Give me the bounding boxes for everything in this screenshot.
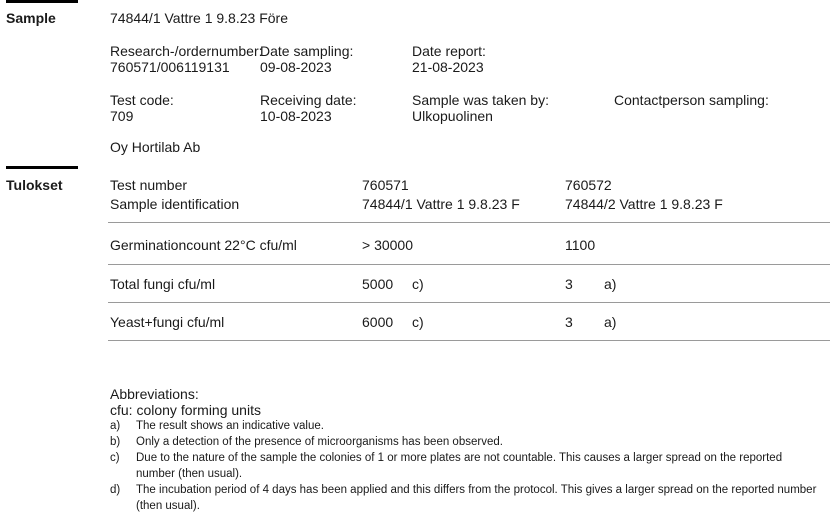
test-number-col2: 760572 [565,177,612,193]
result-name: Germinationcount 22°C cfu/ml [110,237,297,253]
result-name: Yeast+fungi cfu/ml [110,314,225,330]
result-name: Total fungi cfu/ml [110,276,216,292]
date-sampling-value: 09-08-2023 [260,59,332,75]
date-report-value: 21-08-2023 [412,59,484,75]
result-value-col2: 3 [565,314,573,330]
footnote-text: The incubation period of 4 days has been applied and this differs from the protocol. This gives a larger spread on the reported number (then usual). [136,484,817,512]
test-code-value: 709 [110,108,134,124]
footnote-key: a) [110,420,121,432]
row-divider [108,264,830,265]
result-value-col1: 5000 [362,276,394,292]
footnote-key: d) [110,484,121,496]
sample-section-divider [6,0,78,3]
footnote-text: Only a detection of the presence of microorganisms has been observed. [136,436,503,448]
contact-person-label: Contactperson sampling: [614,92,769,108]
result-value-col1: > 30000 [362,237,413,253]
lab-name: Oy Hortilab Ab [110,139,201,155]
receiving-date-label: Receiving date: [260,92,357,108]
results-section-divider [6,166,78,169]
footnote-key: c) [110,452,120,464]
sample-identification-label: Sample identification [110,196,240,212]
results-section-label: Tulokset [6,177,63,193]
sample-id-col1: 74844/1 Vattre 1 9.8.23 F [362,196,520,212]
sample-taken-by-value: Ulkopuolinen [412,108,493,124]
result-value-col2: 3 [565,276,573,292]
footnote-key: b) [110,436,121,448]
cfu-definition: cfu: colony forming units [110,402,261,418]
results-header-divider [108,222,830,223]
research-order-label: Research-/ordernumber: [110,43,263,59]
test-code-label: Test code: [110,92,174,108]
result-note-col2: a) [604,314,617,330]
sample-taken-by-label: Sample was taken by: [412,92,549,108]
sample-section-label: Sample [6,10,56,26]
abbreviations-title: Abbreviations: [110,386,199,402]
date-report-label: Date report: [412,43,486,59]
result-value-col2: 1100 [565,237,596,253]
sample-id-col2: 74844/2 Vattre 1 9.8.23 F [565,196,723,212]
result-value-col1: 6000 [362,314,394,330]
test-number-col1: 760571 [362,177,409,193]
test-number-label: Test number [110,177,188,193]
receiving-date-value: 10-08-2023 [260,108,332,124]
date-sampling-label: Date sampling: [260,43,354,59]
footnote-text: Due to the nature of the sample the colonies of 1 or more plates are not countable. This causes a larger spread on the reported number (then usual). [136,452,783,480]
result-note-col2: a) [604,276,617,292]
footnote-text: The result shows an indicative value. [136,420,324,432]
result-note-col1: c) [412,276,424,292]
result-note-col1: c) [412,314,424,330]
row-divider [108,340,830,341]
research-order-value: 760571/006119131 [110,59,230,75]
row-divider [108,302,830,303]
sample-description: 74844/1 Vattre 1 9.8.23 Före [110,10,288,26]
